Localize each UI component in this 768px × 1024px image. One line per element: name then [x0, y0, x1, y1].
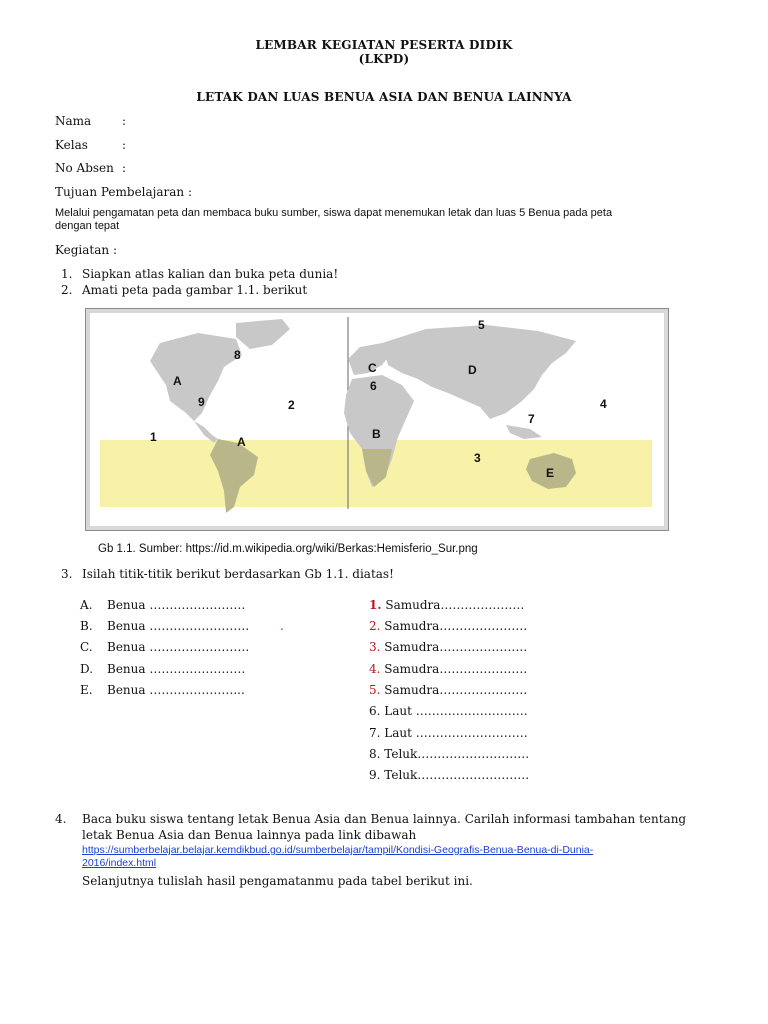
step4-line3: Selanjutnya tulislah hasil pengamatanmu pada tabel berikut ini.	[82, 874, 473, 888]
perairan-number: 7.	[369, 726, 381, 740]
benua-letter: E.	[80, 683, 93, 697]
map-label-c: C	[368, 361, 377, 375]
benua-text: Benua …………………...	[107, 683, 245, 697]
perairan-number: 3.	[369, 640, 381, 654]
stray-mark: .	[280, 619, 284, 633]
map-label-3: 3	[474, 451, 481, 465]
perairan-item	[369, 704, 528, 718]
sep-no-absen: :	[122, 161, 127, 175]
perairan-item	[369, 683, 527, 697]
benua-item	[80, 619, 284, 633]
benua-text: Benua ……………………	[107, 598, 246, 612]
perairan-number: 5.	[369, 683, 381, 697]
perairan-text: Samudra………………….	[380, 683, 528, 697]
perairan-number: 6.	[369, 704, 381, 718]
perairan-text: Laut ……………………….	[380, 704, 528, 718]
objective-heading: Tujuan Pembelajaran :	[55, 185, 193, 199]
perairan-number: 4.	[369, 662, 381, 676]
benua-item	[80, 640, 250, 654]
step1-number: 1.	[61, 267, 73, 281]
benua-item	[80, 662, 246, 676]
step1-text: Siapkan atlas kalian dan buka peta dunia!	[82, 267, 339, 281]
label-nama: Nama	[55, 114, 92, 128]
perairan-number: 2.	[369, 619, 381, 633]
topic-title: LETAK DAN LUAS BENUA ASIA DAN BENUA LAINNYA	[196, 90, 572, 104]
resource-link[interactable]: https://sumberbelajar.belajar.kemdikbud.go.id/sumberbelajar/tampil/Kondisi-Geografis-Benua-Benua-di-Dunia-	[82, 844, 594, 856]
perairan-number: 9.	[369, 768, 381, 782]
perairan-item	[369, 598, 524, 612]
benua-letter: C.	[80, 640, 93, 654]
map-label-9: 9	[198, 395, 205, 409]
map-label-a-south: A	[237, 435, 246, 449]
perairan-text: Teluk……………………….	[380, 747, 530, 761]
perairan-text: Samudra………………….	[380, 662, 528, 676]
map-label-5: 5	[478, 318, 485, 332]
activity-heading: Kegiatan :	[55, 243, 117, 257]
perairan-item	[369, 747, 529, 761]
map-label-a-north: A	[173, 374, 182, 388]
map-label-4: 4	[600, 397, 607, 411]
map-label-e: E	[546, 466, 555, 480]
perairan-text: Samudra…………………	[381, 598, 525, 612]
step4-line1: Baca buku siswa tentang letak Benua Asia dan Benua lainnya. Carilah informasi tambahan tentang	[82, 812, 687, 826]
resource-link-continued[interactable]: 2016/index.html	[82, 857, 157, 869]
objective-line1: Melalui pengamatan peta dan membaca buku sumber, siswa dapat menemukan letak dan luas 5 Benua pada peta	[55, 207, 613, 219]
perairan-item	[369, 726, 528, 740]
objective-line2: dengan tepat	[55, 220, 120, 232]
benua-text: Benua ……………………	[107, 662, 246, 676]
benua-item	[80, 598, 246, 612]
map-label-b: B	[372, 427, 381, 441]
perairan-text: Laut ……………………….	[380, 726, 528, 740]
perairan-item	[369, 640, 527, 654]
perairan-text: Teluk……………………….	[380, 768, 530, 782]
benua-letter: A.	[80, 598, 93, 612]
label-kelas: Kelas	[55, 138, 88, 152]
perairan-item	[369, 662, 527, 676]
step2-number: 2.	[61, 283, 73, 297]
world-map-figure	[85, 308, 669, 531]
benua-letter: B.	[80, 619, 93, 633]
map-label-1: 1	[150, 430, 157, 444]
step4-number: 4.	[55, 812, 67, 826]
map-label-7: 7	[528, 412, 535, 426]
sep-kelas: :	[122, 138, 127, 152]
perairan-item	[369, 768, 529, 782]
map-label-8: 8	[234, 348, 241, 362]
perairan-number: 8.	[369, 747, 381, 761]
map-caption: Gb 1.1. Sumber: https://id.m.wikipedia.org/wiki/Berkas:Hemisferio_Sur.png	[98, 543, 478, 555]
label-no-absen: No Absen	[55, 161, 114, 175]
step2-text: Amati peta pada gambar 1.1. berikut	[82, 283, 308, 297]
perairan-number: 1.	[369, 598, 382, 612]
perairan-text: Samudra………………….	[380, 619, 528, 633]
step3-text: Isilah titik-titik berikut berdasarkan Gb 1.1. diatas!	[82, 567, 394, 581]
benua-letter: D.	[80, 662, 94, 676]
benua-text: Benua …………………….	[107, 640, 250, 654]
perairan-item	[369, 619, 527, 633]
world-map	[86, 309, 670, 532]
map-label-6: 6	[370, 379, 377, 393]
sep-nama: :	[122, 114, 127, 128]
benua-item	[80, 683, 245, 697]
step4-line2: letak Benua Asia dan Benua lainnya pada link dibawah	[82, 828, 417, 842]
map-label-2: 2	[288, 398, 295, 412]
step3-number: 3.	[61, 567, 73, 581]
doc-subtitle: (LKPD)	[358, 52, 410, 66]
doc-title: LEMBAR KEGIATAN PESERTA DIDIK	[255, 38, 513, 52]
map-label-d: D	[468, 363, 477, 377]
perairan-text: Samudra………………….	[380, 640, 528, 654]
benua-text: Benua …………………….	[107, 619, 250, 633]
